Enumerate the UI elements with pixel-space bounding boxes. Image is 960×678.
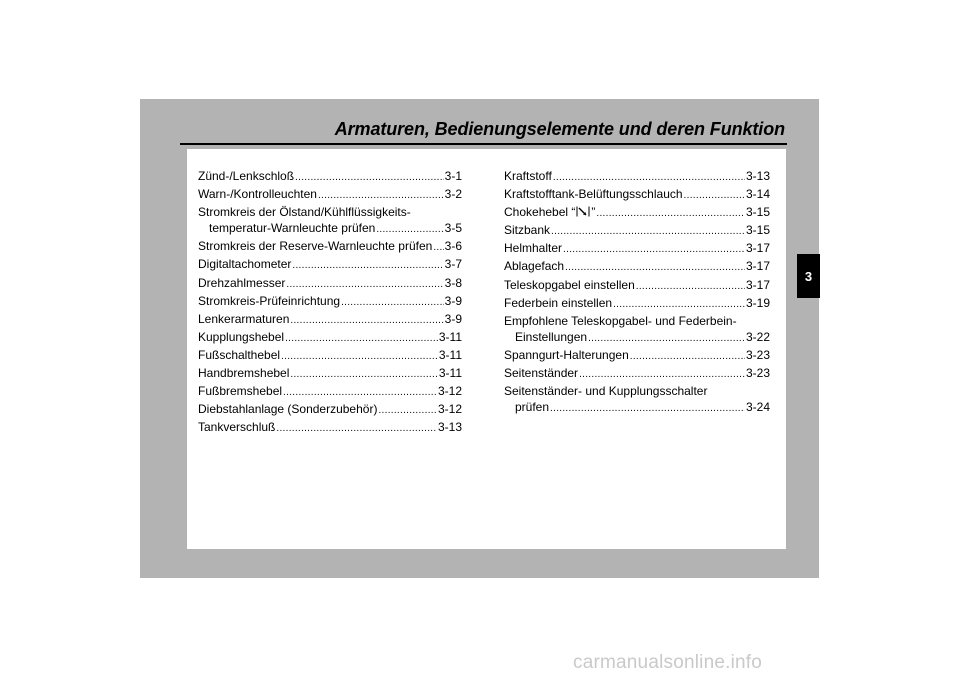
toc-entry-title: Warn-/Kontrolleuchten (198, 187, 317, 202)
leader-dots (684, 188, 745, 204)
manual-page (140, 99, 819, 578)
leader-dots (550, 401, 745, 417)
toc-entry-page: 3-9 (444, 311, 462, 326)
toc-entry-title: Digitaltachometer (198, 257, 292, 272)
toc-entry-page: 3-11 (438, 347, 462, 362)
toc-entry[interactable] (198, 329, 462, 347)
toc-entry[interactable] (198, 347, 462, 365)
toc-right-column (504, 168, 770, 417)
leader-dots (290, 367, 437, 383)
toc-entry-title: Zünd-/Lenkschloß (198, 169, 295, 183)
toc-entry[interactable] (504, 399, 770, 417)
toc-entry-page: 3-17 (745, 241, 770, 256)
toc-entry-title: Spanngurt-Halterungen (504, 347, 629, 362)
toc-entry-page: 3-19 (745, 295, 770, 310)
toc-entry[interactable] (504, 258, 770, 276)
leader-dots (283, 385, 437, 401)
toc-entry[interactable] (198, 220, 462, 238)
toc-entry-title[interactable]: Stromkreis der Ölstand/Kühlflüssigkeits- (198, 205, 411, 220)
toc-entry[interactable] (504, 186, 770, 204)
leader-dots (579, 367, 745, 383)
toc-entry-title: Sitzbank (504, 223, 551, 238)
toc-entry-title: Ablagefach (504, 259, 565, 274)
toc-entry-title: Seitenständer (504, 366, 579, 381)
toc-panel (187, 149, 786, 549)
toc-entry-page: 3-12 (437, 384, 462, 399)
toc-entry-title: prüfen (515, 400, 550, 415)
toc-entry-title: temperatur-Warnleuchte prüfen (209, 221, 376, 236)
toc-entry-title: Tankverschluß (198, 420, 276, 435)
toc-entry-title: Einstellungen (515, 329, 588, 344)
toc-entry[interactable] (504, 347, 770, 365)
toc-entry[interactable] (198, 383, 462, 401)
leader-dots (285, 331, 438, 347)
toc-entry-title: Drehzahlmesser (198, 275, 286, 290)
toc-entry-title: Federbein einstellen (504, 295, 613, 310)
toc-entry-title: Lenkerarmaturen (198, 311, 290, 326)
toc-entry-page: 3-17 (745, 259, 770, 274)
leader-dots (630, 349, 745, 365)
toc-entry-title: Stromkreis-Prüfeinrichtung (198, 293, 341, 308)
toc-entry-title: Fußbremshebel (198, 384, 283, 399)
toc-entry-title: Kraftstoff (504, 169, 552, 183)
toc-entry-page: 3-15 (745, 205, 770, 220)
leader-dots (433, 240, 443, 256)
leader-dots (551, 224, 745, 240)
toc-entry-page: 3-8 (444, 275, 462, 290)
leader-dots (281, 349, 438, 365)
toc-entry-title: Diebstahlanlage (Sonderzubehör) (198, 402, 378, 417)
toc-entry-page: 3-12 (437, 402, 462, 417)
toc-entry-title: Fußschalthebel (198, 347, 281, 362)
title-rule (180, 143, 787, 145)
chapter-tab[interactable]: 3 (797, 254, 820, 298)
leader-dots (295, 170, 444, 186)
leader-dots (563, 242, 745, 258)
toc-entry-page: 3-11 (438, 329, 462, 344)
leader-dots (290, 313, 443, 329)
toc-entry-page: 3-1 (444, 169, 462, 183)
toc-entry[interactable] (504, 329, 770, 347)
leader-dots (596, 206, 745, 222)
toc-entry-title: Handbremshebel (198, 366, 290, 381)
leader-dots (378, 403, 437, 419)
toc-entry-title[interactable]: Seitenständer- und Kupplungsschalter (504, 384, 708, 399)
toc-entry-page: 3-5 (444, 221, 462, 236)
toc-entry-page: 3-6 (444, 239, 462, 254)
toc-entry[interactable] (504, 295, 770, 313)
toc-entry[interactable] (198, 275, 462, 293)
leader-dots (292, 258, 443, 274)
page-title: Armaturen, Bedienungselemente und deren Funktion (334, 119, 785, 139)
toc-entry[interactable] (198, 419, 462, 437)
toc-entry-title: Stromkreis der Reserve-Warnleuchte prüfen (198, 239, 433, 254)
toc-entry-title: Teleskopgabel einstellen (504, 277, 635, 292)
toc-entry-page: 3-22 (745, 329, 770, 344)
toc-entry-page: 3-23 (745, 347, 770, 362)
leader-dots (286, 277, 443, 293)
toc-entry[interactable] (198, 168, 462, 186)
leader-dots (565, 260, 745, 276)
toc-entry-page: 3-11 (438, 366, 462, 381)
leader-dots (613, 297, 745, 313)
toc-entry-page: 3-23 (745, 366, 770, 381)
toc-entry-title: Kupplungshebel (198, 329, 285, 344)
toc-entry[interactable] (504, 240, 770, 258)
toc-entry-page: 3-17 (745, 277, 770, 292)
choke-icon (575, 206, 591, 217)
toc-entry[interactable] (198, 186, 462, 204)
toc-entry[interactable] (198, 401, 462, 419)
toc-entry-page: 3-2 (444, 187, 462, 202)
leader-dots (318, 188, 444, 204)
toc-entry[interactable] (504, 204, 770, 222)
toc-entry-title (504, 204, 595, 220)
toc-entry-title: Kraftstofftank-Belüftungsschlauch (504, 187, 683, 202)
leader-dots (276, 421, 437, 437)
toc-entry[interactable] (504, 365, 770, 383)
toc-entry[interactable] (504, 277, 770, 295)
toc-entry-title: Helmhalter (504, 241, 563, 256)
toc-entry[interactable] (198, 238, 462, 256)
watermark: carmanualsonline.info (573, 652, 763, 673)
leader-dots (341, 295, 444, 311)
toc-entry-page: 3-24 (745, 400, 770, 415)
toc-entry-page: 3-13 (437, 420, 462, 435)
toc-entry-page: 3-7 (444, 257, 462, 272)
choke-title-pre: Chokehebel “ (504, 205, 576, 220)
toc-entry[interactable] (198, 311, 462, 329)
toc-entry-page: 3-13 (745, 169, 770, 183)
leader-dots (553, 170, 745, 186)
leader-dots (376, 222, 443, 238)
leader-dots (636, 279, 745, 295)
toc-entry-page: 3-15 (745, 223, 770, 238)
leader-dots (588, 331, 745, 347)
toc-entry[interactable] (198, 365, 462, 383)
toc-entry[interactable] (198, 293, 462, 311)
toc-entry[interactable] (504, 222, 770, 240)
toc-entry[interactable] (198, 256, 462, 274)
toc-entry[interactable] (504, 168, 770, 186)
toc-left-column (198, 168, 462, 437)
choke-title-post: ” (591, 205, 596, 220)
toc-entry-title[interactable]: Empfohlene Teleskopgabel- und Federbein- (504, 313, 737, 328)
toc-entry-page: 3-9 (444, 293, 462, 308)
toc-entry-page: 3-14 (745, 187, 770, 202)
